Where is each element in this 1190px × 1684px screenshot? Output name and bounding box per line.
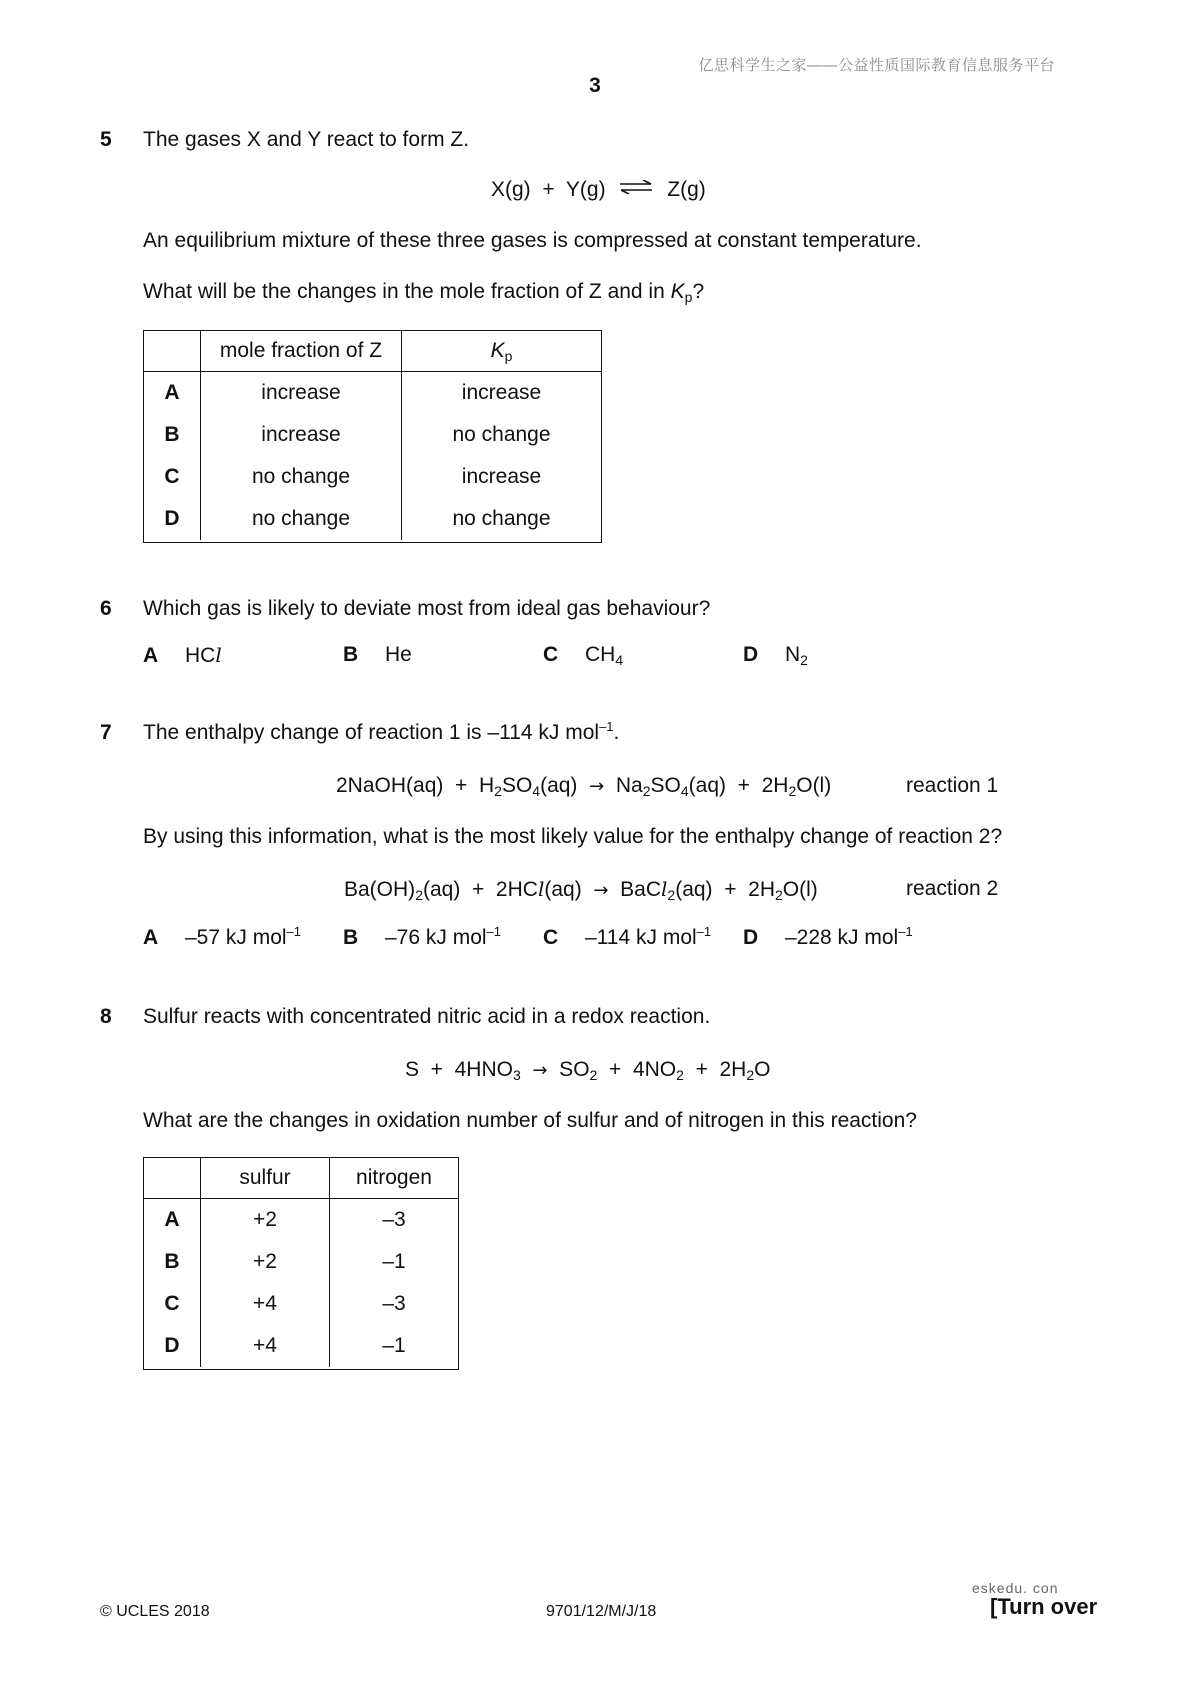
option-cell: +2	[201, 1241, 330, 1283]
q5-question-prefix: What will be the changes in the mole fraction of Z and in	[143, 280, 671, 303]
table-row	[144, 498, 601, 540]
q5-equation-right: Z(g)	[667, 178, 706, 201]
option-cell: –1	[382, 1250, 406, 1273]
option-letter: C	[543, 643, 559, 666]
question-8-number: 8	[100, 1005, 112, 1028]
q5-question-k: K	[670, 280, 685, 303]
table-row	[144, 1199, 458, 1242]
table-row	[144, 1241, 458, 1283]
option-cell: –3	[382, 1292, 406, 1315]
option-cell: –3	[382, 1208, 406, 1231]
turn-over-label: [Turn over	[990, 1594, 1098, 1619]
question-5-number: 5	[100, 128, 112, 151]
reaction-1-equation: 2NaOH(aq) + $H_2SO_4(aq) \to Na_2SO_4(aq) + 2H_2O(l)$	[336, 774, 832, 799]
q6-option-d	[743, 643, 808, 667]
q5-col-header-mole-fraction: mole fraction of Z	[201, 331, 402, 372]
q7-text-sup: –1	[599, 719, 614, 734]
option-cell: +4	[201, 1325, 330, 1367]
option-sup: –1	[286, 924, 302, 939]
q5-col-header-kp	[402, 331, 602, 372]
table-row	[144, 456, 601, 498]
option-cell: increase	[461, 381, 542, 404]
question-7-text-2: By using this information, what is the most likely value for the enthalpy change of reaction 2?	[143, 825, 1003, 848]
option-letter: C	[543, 926, 559, 949]
q6-option-a	[143, 643, 222, 668]
option-letter: A	[144, 1199, 201, 1242]
option-letter: A	[143, 926, 159, 949]
q7-option-d	[743, 926, 913, 950]
option-sub: 4	[615, 652, 624, 668]
equilibrium-arrow-icon	[619, 180, 653, 194]
option-letter: B	[144, 414, 201, 456]
option-cell: increase	[461, 465, 542, 488]
question-7-number: 7	[100, 721, 112, 744]
option-sup: –1	[696, 924, 712, 939]
option-letter: D	[743, 926, 759, 949]
option-value: N	[785, 643, 801, 666]
option-sup: –1	[486, 924, 502, 939]
q6-option-b	[343, 643, 412, 667]
q7-text-prefix: The enthalpy change of reaction 1 is –114 kJ mol	[143, 721, 600, 744]
table-row	[144, 414, 601, 456]
option-cell: no change	[201, 498, 402, 540]
table-row	[144, 1283, 458, 1325]
option-letter: B	[343, 926, 359, 949]
option-letter: B	[144, 1241, 201, 1283]
q8-options-table	[144, 1158, 458, 1367]
q5-options-table	[144, 331, 601, 540]
q8-equation: $S + 4HNO_3 \to SO_2 + 4NO_2 + 2H_2O$	[405, 1058, 771, 1083]
option-letter: A	[144, 372, 201, 415]
question-5-text: An equilibrium mixture of these three gases is compressed at constant temperature.	[143, 229, 922, 252]
table-row	[144, 1325, 458, 1367]
option-letter: A	[143, 644, 159, 667]
reaction-2-equation: $Ba(OH)_2(aq) + 2HCl(aq)$ → BaCl$_2$(aq) + $2H_2O(l)$	[344, 877, 818, 903]
q8-col-header-nitrogen: nitrogen	[330, 1158, 459, 1199]
option-letter: C	[144, 456, 201, 498]
question-7-text	[143, 720, 619, 746]
option-cell: +2	[201, 1199, 330, 1242]
option-value: –57 kJ mol	[185, 926, 287, 949]
option-script: l	[215, 643, 222, 667]
option-cell: increase	[201, 414, 402, 456]
question-8-text-2: What are the changes in oxidation number of sulfur and of nitrogen in this reaction?	[143, 1109, 917, 1132]
q5-equation	[491, 177, 706, 203]
option-cell: increase	[201, 372, 402, 415]
question-6-number: 6	[100, 597, 112, 620]
question-8-text: Sulfur reacts with concentrated nitric acid in a redox reaction.	[143, 1005, 711, 1028]
option-sub: 2	[800, 652, 808, 668]
q8-table-corner	[144, 1158, 201, 1199]
table-row	[144, 372, 601, 415]
option-letter: D	[743, 643, 759, 666]
q7-text-suffix: .	[613, 721, 620, 744]
option-cell: no change	[201, 456, 402, 498]
option-value: HC	[185, 644, 216, 667]
option-value: –228 kJ mol	[785, 926, 899, 949]
question-6-text: Which gas is likely to deviate most from ideal gas behaviour?	[143, 597, 711, 620]
option-letter: B	[343, 643, 359, 666]
option-value: He	[385, 643, 412, 666]
q5-col-header-sub: p	[504, 348, 513, 364]
q8-col-header-sulfur: sulfur	[201, 1158, 330, 1199]
option-sup: –1	[898, 924, 913, 939]
q5-col-header-k: K	[490, 339, 505, 362]
q7-option-a	[143, 926, 301, 950]
q7-option-c	[543, 926, 711, 950]
option-cell: no change	[452, 507, 551, 530]
option-value: CH	[585, 643, 616, 666]
q5-table-corner	[144, 331, 201, 372]
footer-site-watermark: eskedu. con	[972, 1580, 1059, 1596]
q5-question-sub: p	[684, 289, 693, 305]
option-cell: +4	[201, 1283, 330, 1325]
option-cell: –1	[382, 1334, 406, 1357]
reaction-1-label: reaction 1	[906, 774, 999, 797]
footer-copyright: © UCLES 2018	[100, 1603, 210, 1620]
option-value: –76 kJ mol	[385, 926, 487, 949]
q5-question-suffix: ?	[692, 280, 705, 303]
question-5-intro: The gases X and Y react to form Z.	[143, 128, 470, 151]
page-number: 3	[589, 74, 601, 97]
option-value: –114 kJ mol	[585, 926, 697, 949]
footer-paper-code: 9701/12/M/J/18	[546, 1603, 657, 1620]
q7-option-b	[343, 926, 501, 950]
header-watermark: 亿思科学生之家——公益性质国际教育信息服务平台	[698, 57, 1055, 74]
option-letter: D	[144, 498, 201, 540]
option-letter: C	[144, 1283, 201, 1325]
q6-option-c	[543, 643, 623, 667]
option-cell: no change	[452, 423, 551, 446]
option-letter: D	[144, 1325, 201, 1367]
question-5-question	[143, 279, 704, 305]
q5-equation-left: X(g) + Y(g)	[491, 178, 606, 201]
reaction-2-label: reaction 2	[906, 877, 999, 900]
